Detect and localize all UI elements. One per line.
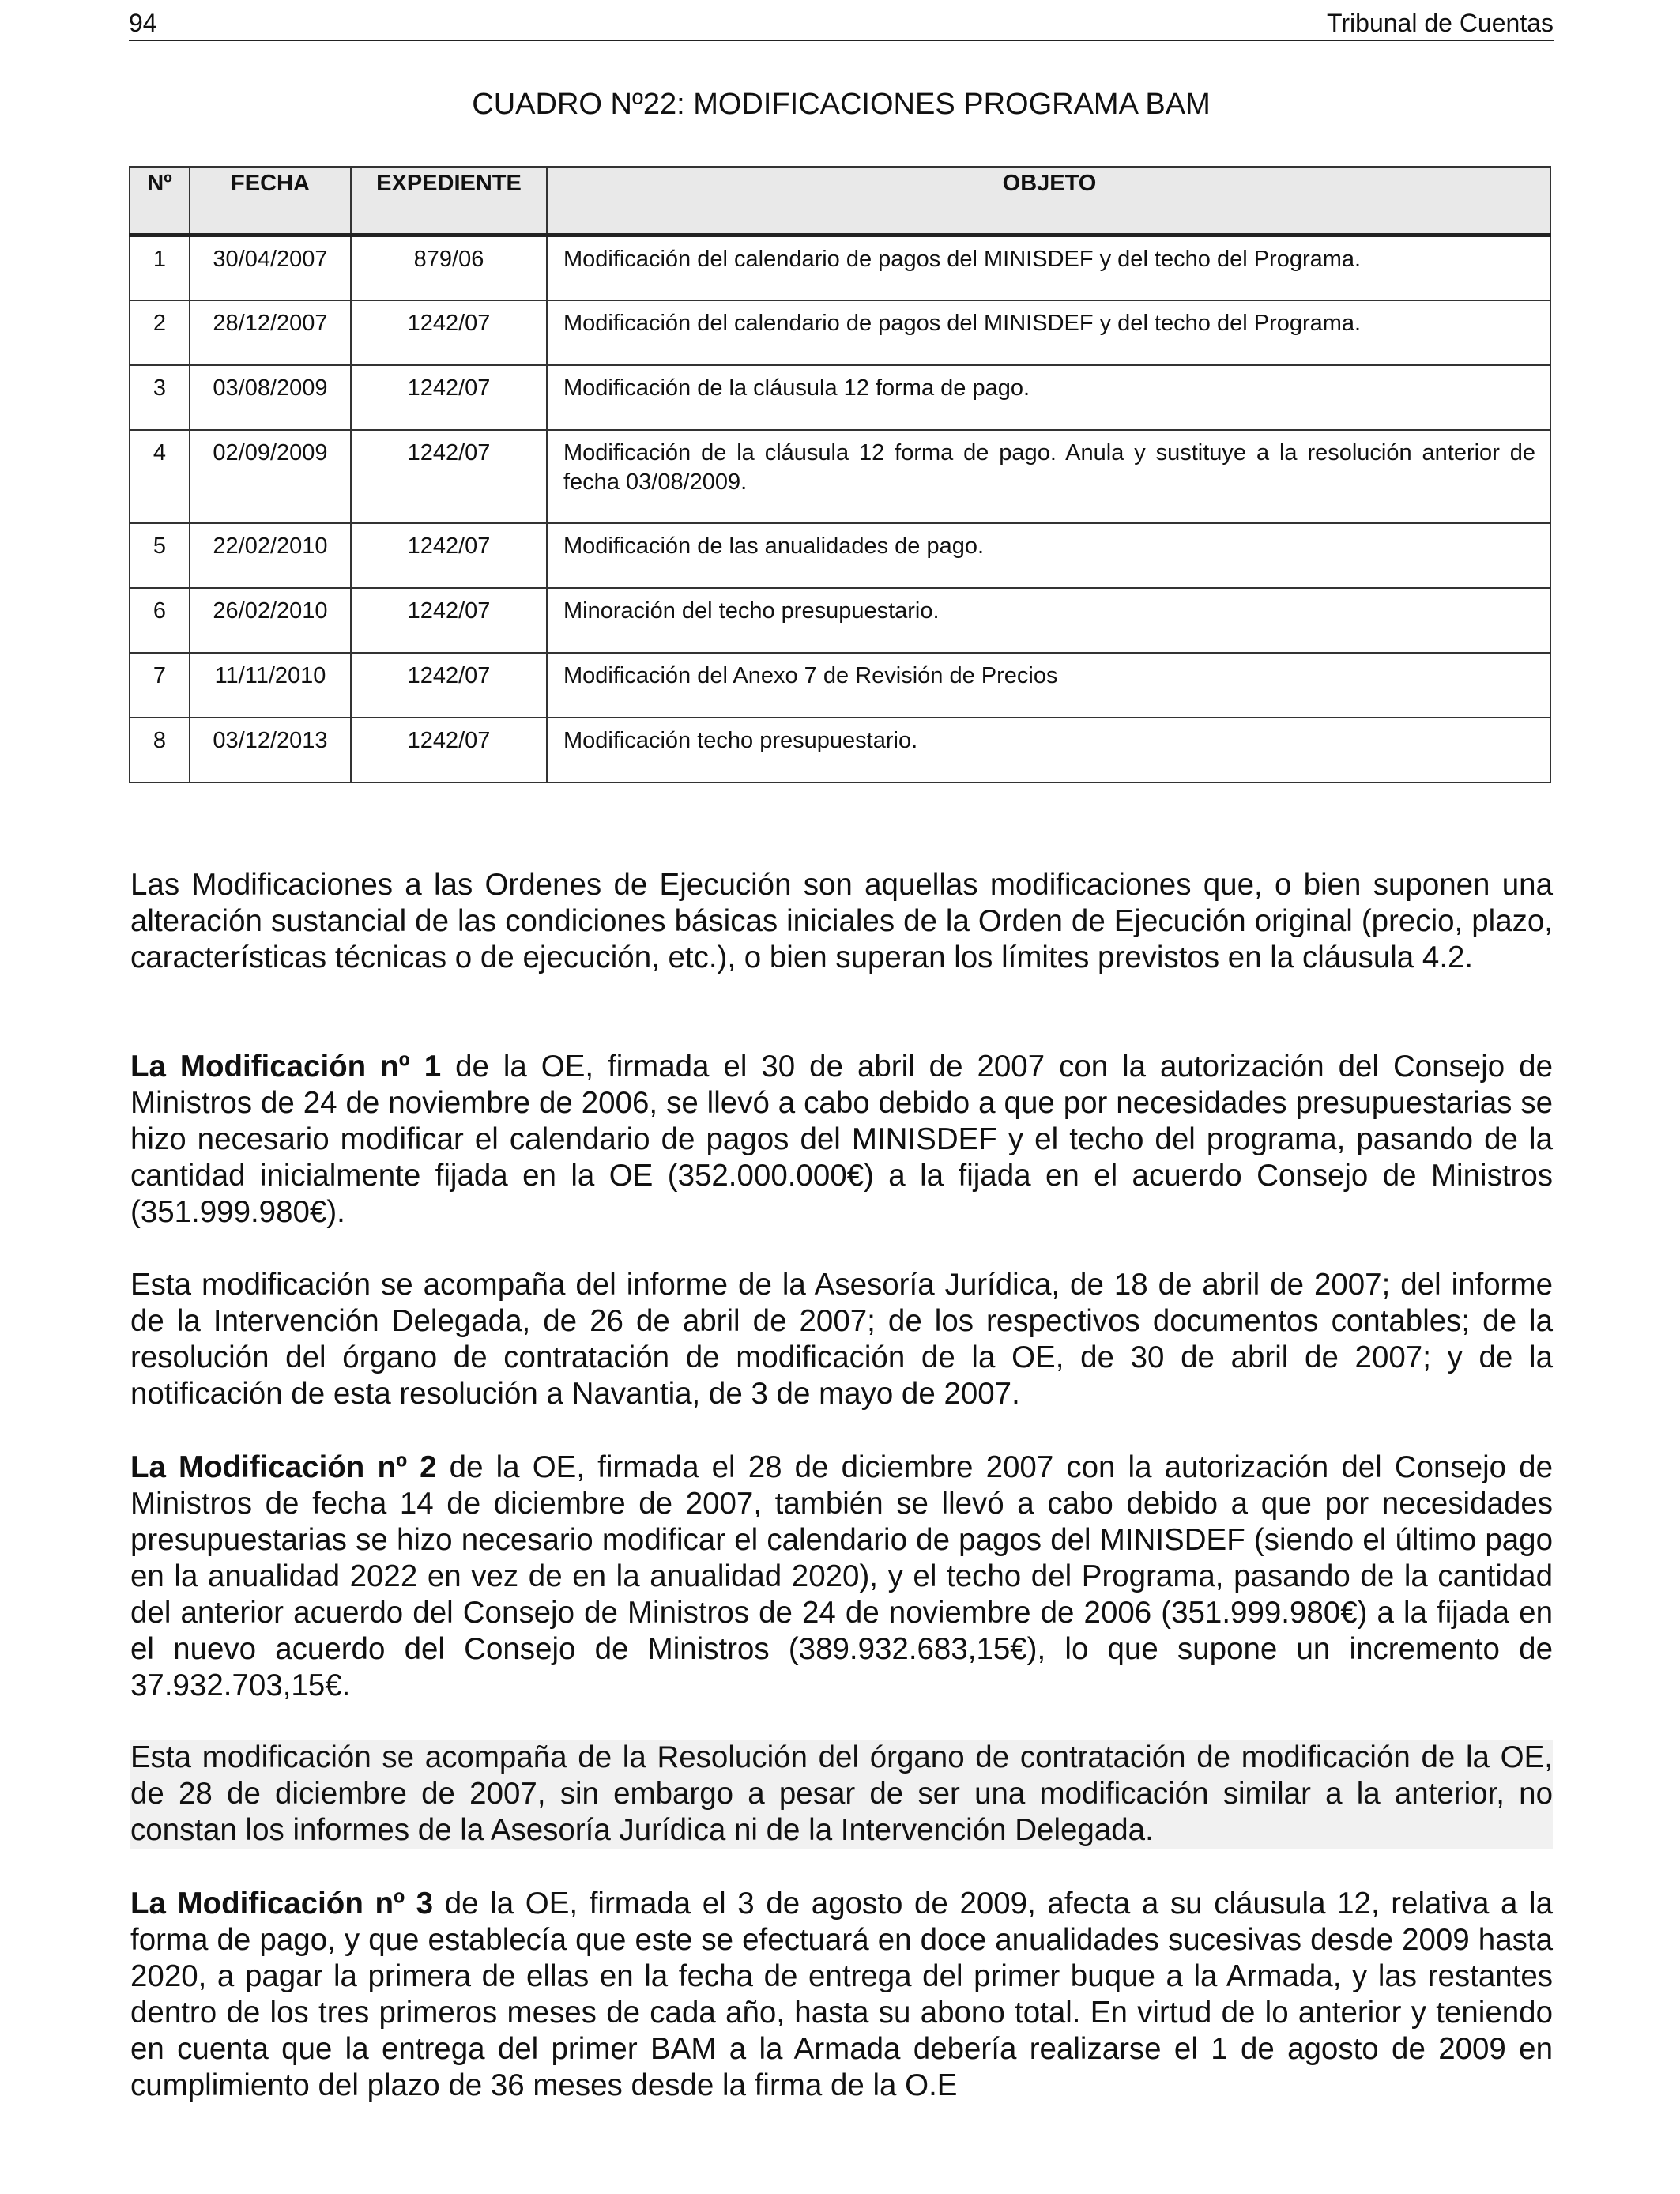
running-header bbox=[129, 6, 1554, 41]
organization-name: Tribunal de Cuentas bbox=[1327, 9, 1554, 37]
cell-objeto: Modificación de las anualidades de pago. bbox=[547, 523, 1550, 588]
table-row bbox=[130, 588, 1550, 653]
paragraph-lead-bold: La Modificación nº 2 bbox=[130, 1450, 437, 1484]
cell-fecha: 11/11/2010 bbox=[190, 653, 351, 718]
paragraph-modificacion-1 bbox=[130, 1049, 1553, 1231]
cell-n: 7 bbox=[130, 653, 190, 718]
table-row bbox=[130, 236, 1550, 300]
cell-n: 8 bbox=[130, 718, 190, 782]
cell-expediente: 1242/07 bbox=[351, 588, 547, 653]
cell-n: 2 bbox=[130, 300, 190, 365]
cell-fecha: 02/09/2009 bbox=[190, 430, 351, 523]
cell-fecha: 03/12/2013 bbox=[190, 718, 351, 782]
cell-objeto: Modificación del calendario de pagos del MINISDEF y del techo del Programa. bbox=[547, 300, 1550, 365]
cell-fecha: 30/04/2007 bbox=[190, 236, 351, 300]
cell-expediente: 1242/07 bbox=[351, 523, 547, 588]
paragraph-body: de la OE, firmada el 28 de diciembre 2007 con la autorización del Consejo de Ministros de fecha 14 de diciembre de 2007, también se llevó a cabo debido a que por necesidades presupuestarias se hizo necesario modificar el calendario de pagos del MINISDEF (siendo el último pago en la anualidad 2022 en vez de en la anualidad 2020), y el techo del Programa, pasando de la cantidad del anterior acuerdo del Consejo de Ministros de 24 de noviembre de 2006 (351.999.980€) a la fijada en el nuevo acuerdo del Consejo de Ministros (389.932.683,15€), lo que supone un incremento de 37.932.703,15€. bbox=[130, 1450, 1554, 1702]
paragraph-documentacion-2: Esta modificación se acompaña de la Resolución del órgano de contratación de modificación de la OE, de 28 de diciembre de 2007, sin embargo a pesar de ser una modificación similar a la anterior, no constan los informes de la Asesoría Jurídica ni de la Intervención Delegada. bbox=[130, 1740, 1553, 1847]
column-header-n: Nº bbox=[130, 167, 190, 236]
cell-expediente: 1242/07 bbox=[351, 653, 547, 718]
paragraph-lead-bold: La Modificación nº 1 bbox=[130, 1050, 442, 1084]
cell-n: 3 bbox=[130, 365, 190, 430]
table-row bbox=[130, 365, 1550, 430]
paragraph-lead-bold: La Modificación nº 3 bbox=[130, 1887, 434, 1921]
paragraph-intro: Las Modificaciones a las Ordenes de Ejecución son aquellas modificaciones que, o bien suponen una alteración sustancial de las condiciones básicas iniciales de la Orden de Ejecución original (precio, plazo, características técnicas o de ejecución, etc.), o bien superan los límites previstos en la cláusula 4.2. bbox=[130, 868, 1553, 974]
paragraph-modificacion-2 bbox=[130, 1449, 1553, 1704]
table-title: CUADRO Nº22: MODIFICACIONES PROGRAMA BAM bbox=[472, 88, 1211, 121]
page-number: 94 bbox=[129, 9, 157, 37]
table-row bbox=[130, 523, 1550, 588]
paragraph-body: de la OE, firmada el 3 de agosto de 2009, afecta a su cláusula 12, relativa a la forma de pago, y que establecía que este se efectuará en doce anualidades sucesivas desde 2009 hasta 2020, a pagar la primera de ellas en la fecha de entrega del primer buque a la Armada, y las restantes dentro de los tres primeros meses de cada año, hasta su abono total. En virtud de lo anterior y teniendo en cuenta que la entrega del primer BAM a la Armada debería realizarse el 1 de agosto de 2009 en cumplimiento del plazo de 36 meses desde la firma de la O.E bbox=[130, 1887, 1554, 2102]
cell-expediente: 879/06 bbox=[351, 236, 547, 300]
paragraph-modificacion-3 bbox=[130, 1886, 1553, 2104]
cell-objeto: Modificación de la cláusula 12 forma de pago. Anula y sustituye a la resolución anterior de fecha 03/08/2009. bbox=[547, 430, 1550, 523]
table-header-row bbox=[130, 167, 1550, 236]
cell-expediente: 1242/07 bbox=[351, 718, 547, 782]
column-header-fecha: FECHA bbox=[190, 167, 351, 236]
cell-objeto: Modificación techo presupuestario. bbox=[547, 718, 1550, 782]
cell-fecha: 03/08/2009 bbox=[190, 365, 351, 430]
cell-n: 6 bbox=[130, 588, 190, 653]
cell-fecha: 28/12/2007 bbox=[190, 300, 351, 365]
table-row bbox=[130, 653, 1550, 718]
paragraph-documentacion-1: Esta modificación se acompaña del informe de la Asesoría Jurídica, de 18 de abril de 2007; del informe de la Intervención Delegada, de 26 de abril de 2007; de los respectivos documentos contables; de la resolución del órgano de contratación de modificación de la OE, de 30 de abril de 2007; y de la notificación de esta resolución a Navantia, de 3 de mayo de 2007. bbox=[130, 1268, 1553, 1411]
cell-expediente: 1242/07 bbox=[351, 430, 547, 523]
cell-expediente: 1242/07 bbox=[351, 365, 547, 430]
paragraph-body: de la OE, firmada el 30 de abril de 2007 con la autorización del Consejo de Ministros de 24 de noviembre de 2006, se llevó a cabo debido a que por necesidades presupuestarias se hizo necesario modificar el calendario de pagos del MINISDEF y el techo del programa, pasando de la cantidad inicialmente fijada en la OE (352.000.000€) a la fijada en el acuerdo Consejo de Ministros (351.999.980€). bbox=[130, 1050, 1553, 1229]
cell-objeto: Minoración del techo presupuestario. bbox=[547, 588, 1550, 653]
cell-fecha: 22/02/2010 bbox=[190, 523, 351, 588]
modifications-table bbox=[129, 166, 1551, 783]
cell-objeto: Modificación del Anexo 7 de Revisión de Precios bbox=[547, 653, 1550, 718]
table-row bbox=[130, 430, 1550, 523]
cell-n: 1 bbox=[130, 236, 190, 300]
cell-expediente: 1242/07 bbox=[351, 300, 547, 365]
cell-objeto: Modificación de la cláusula 12 forma de pago. bbox=[547, 365, 1550, 430]
column-header-objeto: OBJETO bbox=[547, 167, 1550, 236]
table-row bbox=[130, 718, 1550, 782]
cell-n: 5 bbox=[130, 523, 190, 588]
cell-n: 4 bbox=[130, 430, 190, 523]
cell-objeto: Modificación del calendario de pagos del MINISDEF y del techo del Programa. bbox=[547, 236, 1550, 300]
table-row bbox=[130, 300, 1550, 365]
cell-fecha: 26/02/2010 bbox=[190, 588, 351, 653]
column-header-expediente: EXPEDIENTE bbox=[351, 167, 547, 236]
